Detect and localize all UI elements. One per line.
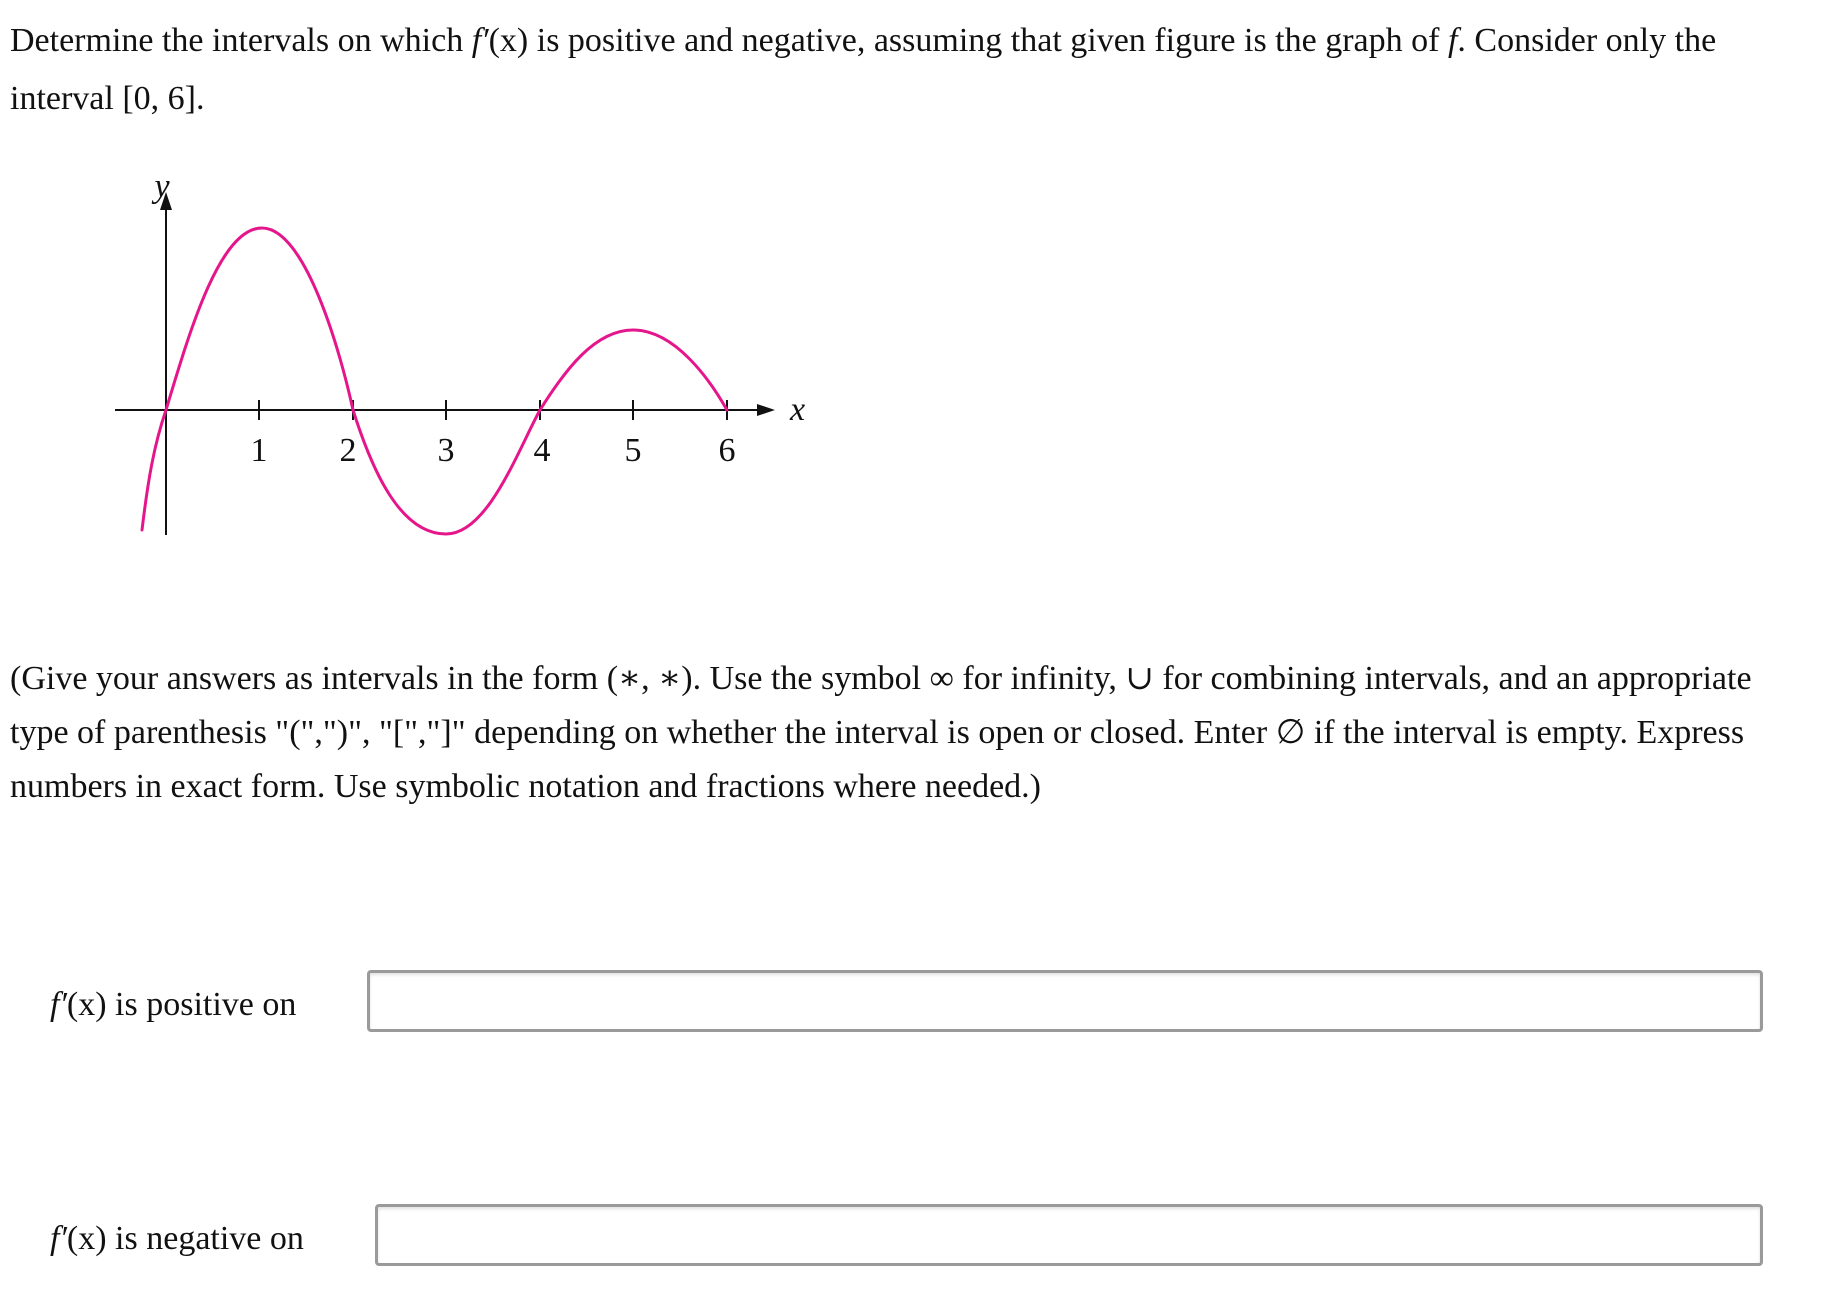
function-graph — [110, 170, 830, 550]
tick-label-2: 2 — [339, 432, 357, 469]
fprime-symbol: f′ — [471, 22, 489, 59]
instructions-line-3: numbers in exact form. Use symbolic notation and fractions where needed.) — [10, 768, 1042, 805]
tick-label-6: 6 — [718, 432, 736, 469]
instructions-line-2: type of parenthesis "(",")", "[","]" depending on whether the interval is open or closed. Enter ∅ if the interval is empty. Express — [10, 714, 1745, 751]
tick-label-3: 3 — [437, 432, 455, 469]
answer-row-negative — [0, 1204, 1843, 1274]
tick-label-1: 1 — [250, 432, 268, 469]
positive-interval-input[interactable] — [367, 970, 1763, 1032]
instructions-line-1: (Give your answers as intervals in the form (∗, ∗). Use the symbol ∞ for infinity, ∪ for combining intervals, and an appropriate — [10, 660, 1752, 697]
f-symbol: f — [1447, 22, 1458, 59]
x-axis-label: x — [790, 391, 806, 428]
question-line-1: Determine the intervals on which f′(x) is positive and negative, assuming that given figure is the graph of f. Consider only the — [10, 22, 1717, 59]
negative-label: f′(x) is negative on — [50, 1220, 304, 1257]
positive-label: f′(x) is positive on — [50, 986, 297, 1023]
question-line-2: interval [0, 6]. — [10, 80, 205, 117]
curve-f — [142, 228, 727, 534]
negative-interval-input[interactable] — [375, 1204, 1763, 1266]
x-axis-arrow — [757, 404, 775, 416]
tick-label-5: 5 — [624, 432, 642, 469]
tick-label-4: 4 — [533, 432, 551, 469]
instructions-text — [10, 652, 1836, 814]
y-axis-label: y — [154, 168, 170, 205]
question-text — [10, 12, 1836, 128]
answer-row-positive — [0, 970, 1843, 1040]
